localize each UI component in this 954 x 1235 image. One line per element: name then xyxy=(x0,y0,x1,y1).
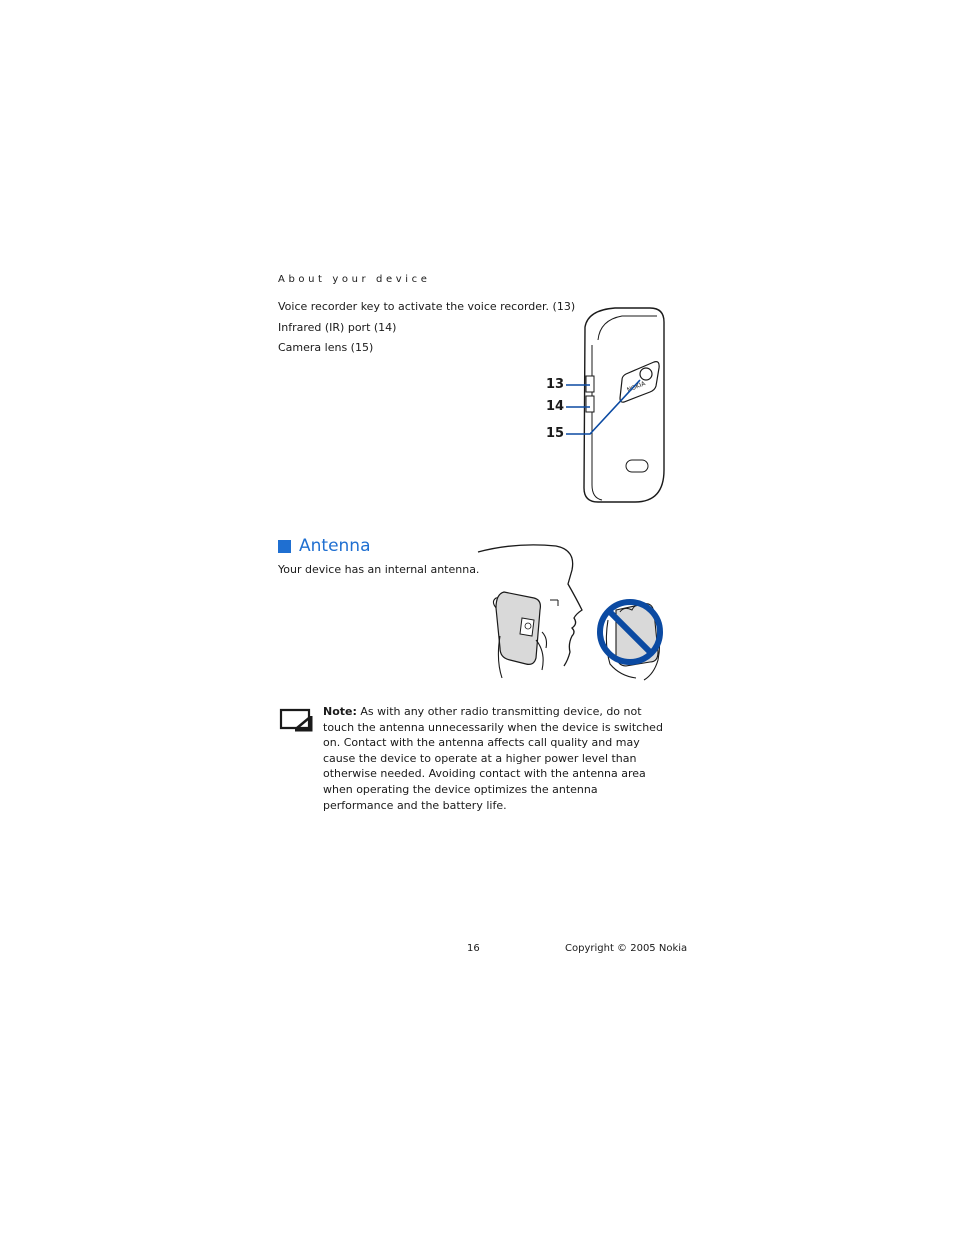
antenna-usage-illustration xyxy=(476,540,671,690)
running-header: About your device xyxy=(278,274,431,285)
copyright-notice: Copyright © 2005 Nokia xyxy=(565,943,688,954)
note-text: As with any other radio transmitting device, do not touch the antenna unnecessarily when the device is switched on. Contact with the antenna affects call quality and may cause the device to operate at a higher power level than otherwise needed. Avoiding contact with the antenna area when operating the device optimizes the antenna performance and the battery life. xyxy=(323,705,663,812)
callout-15: 15 xyxy=(546,426,565,441)
phone-brand-label: NOKIA xyxy=(626,380,647,394)
note-paragraph xyxy=(323,704,668,813)
note-label: Note: xyxy=(323,705,357,718)
section-heading-antenna xyxy=(278,536,371,556)
feature-item-infrared: Infrared (IR) port (14) xyxy=(278,321,397,334)
note-icon xyxy=(279,708,313,732)
section-title: Antenna xyxy=(299,536,371,556)
feature-item-camera-lens: Camera lens (15) xyxy=(278,341,374,354)
feature-item-voice-recorder: Voice recorder key to activate the voice recorder. (13) xyxy=(278,300,576,313)
antenna-description: Your device has an internal antenna. xyxy=(278,563,480,576)
callout-14: 14 xyxy=(546,399,565,414)
section-bullet-square xyxy=(278,540,291,553)
callout-13: 13 xyxy=(546,377,565,392)
page-number: 16 xyxy=(467,943,480,954)
